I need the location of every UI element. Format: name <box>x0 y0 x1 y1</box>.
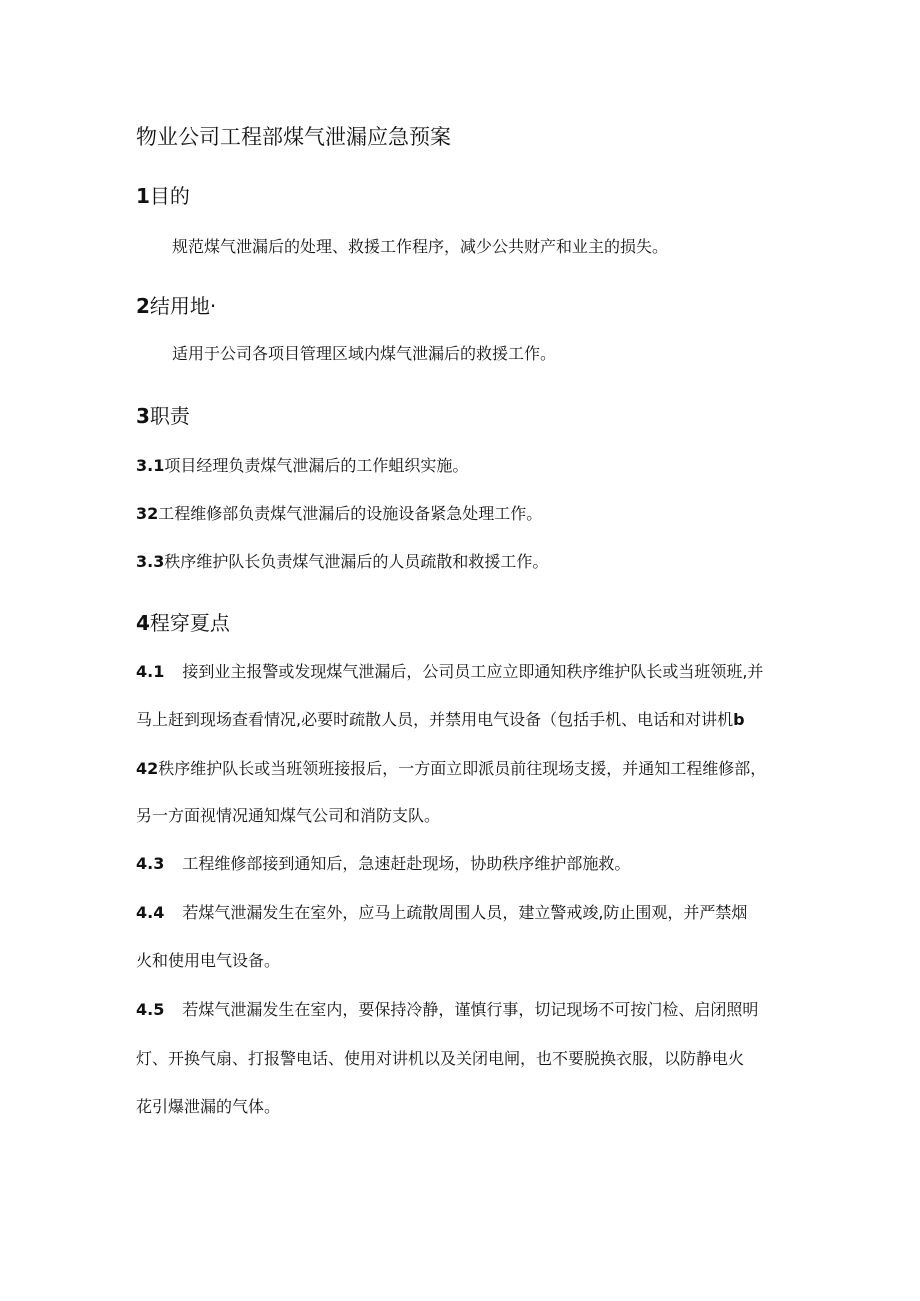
section-number: 3 <box>136 404 150 428</box>
section-number: 1 <box>136 184 150 208</box>
item-number: 3.1 <box>136 456 165 475</box>
item-number: 3.3 <box>136 552 165 571</box>
item-number: 4.5 <box>136 1000 165 1019</box>
section-3-item <box>136 458 468 474</box>
item-text: 秩序维护队长或当班领班接报后，一方面立即派员前往现场支援，并通知工程维修部， <box>158 759 767 778</box>
section-4-item-line <box>136 712 745 728</box>
section-title: 结用地· <box>149 294 217 318</box>
item-text: 工程维修部负责煤气泄漏后的设施设备紧急处理工作。 <box>158 504 543 523</box>
item-text: 若煤气泄漏发生在室内，要保持冷静，谨慎行事，切记现场不可按门检、启闭照明 <box>182 1000 759 1019</box>
section-2-heading <box>136 296 216 316</box>
document-title: 物业公司工程部煤气泄漏应急预案 <box>136 125 451 149</box>
item-text-tail: b <box>733 710 745 729</box>
item-text: 接到业主报警或发现煤气泄漏后，公司员工应立即通知秩序维护队长或当班领班,并 <box>182 662 764 681</box>
section-3-item <box>136 554 548 570</box>
item-number: 42 <box>136 759 159 778</box>
item-number: 4.3 <box>136 854 165 873</box>
item-text: 秩序维护队长负责煤气泄漏后的人员疏散和救援工作。 <box>164 552 549 571</box>
section-4-item-line: 灯、开换气扇、打报警电话、使用对讲机以及关闭电闸，也不要脱换衣服，以防静电火 <box>136 1049 745 1068</box>
section-title: 目的 <box>149 184 190 208</box>
section-2-paragraph: 适用于公司各项目管理区域内煤气泄漏后的救援工作。 <box>172 344 557 363</box>
section-3-heading <box>136 406 190 426</box>
section-title: 程穿夏点 <box>149 611 230 635</box>
item-number: 32 <box>136 504 159 523</box>
section-number: 2 <box>136 294 150 318</box>
section-number: 4 <box>136 611 150 635</box>
item-number: 4.4 <box>136 903 165 922</box>
section-4-item-line: 另一方面视情况通知煤气公司和消防支队。 <box>136 806 441 825</box>
section-4-heading <box>136 613 230 633</box>
section-title: 职责 <box>149 404 190 428</box>
section-4-item-line: 火和使用电气设备。 <box>136 951 281 970</box>
section-4-item-line <box>136 1002 758 1018</box>
section-4-item-line <box>136 761 766 777</box>
section-4-item-line: 花引爆泄漏的气体。 <box>136 1097 281 1116</box>
section-4-item-line <box>136 856 630 872</box>
section-3-item <box>136 506 542 522</box>
item-text: 项目经理负责煤气泄漏后的工作蛆织实施。 <box>164 456 469 475</box>
section-4-item-line <box>136 664 763 680</box>
item-number: 4.1 <box>136 662 165 681</box>
section-1-paragraph: 规范煤气泄漏后的处理、救援工作程序，减少公共财产和业主的损失。 <box>172 237 669 256</box>
item-text: 若煤气泄漏发生在室外，应马上疏散周围人员，建立警戒竣,防止围观，并严禁烟 <box>182 903 748 922</box>
section-1-heading <box>136 186 190 206</box>
section-4-item-line <box>136 905 747 921</box>
item-text: 马上赶到现场查看情况,必要时疏散人员，并禁用电气设备（包括手机、电话和对讲机 <box>136 710 734 729</box>
item-text: 工程维修部接到通知后，急速赶赴现场，协助秩序维护部施救。 <box>182 854 631 873</box>
